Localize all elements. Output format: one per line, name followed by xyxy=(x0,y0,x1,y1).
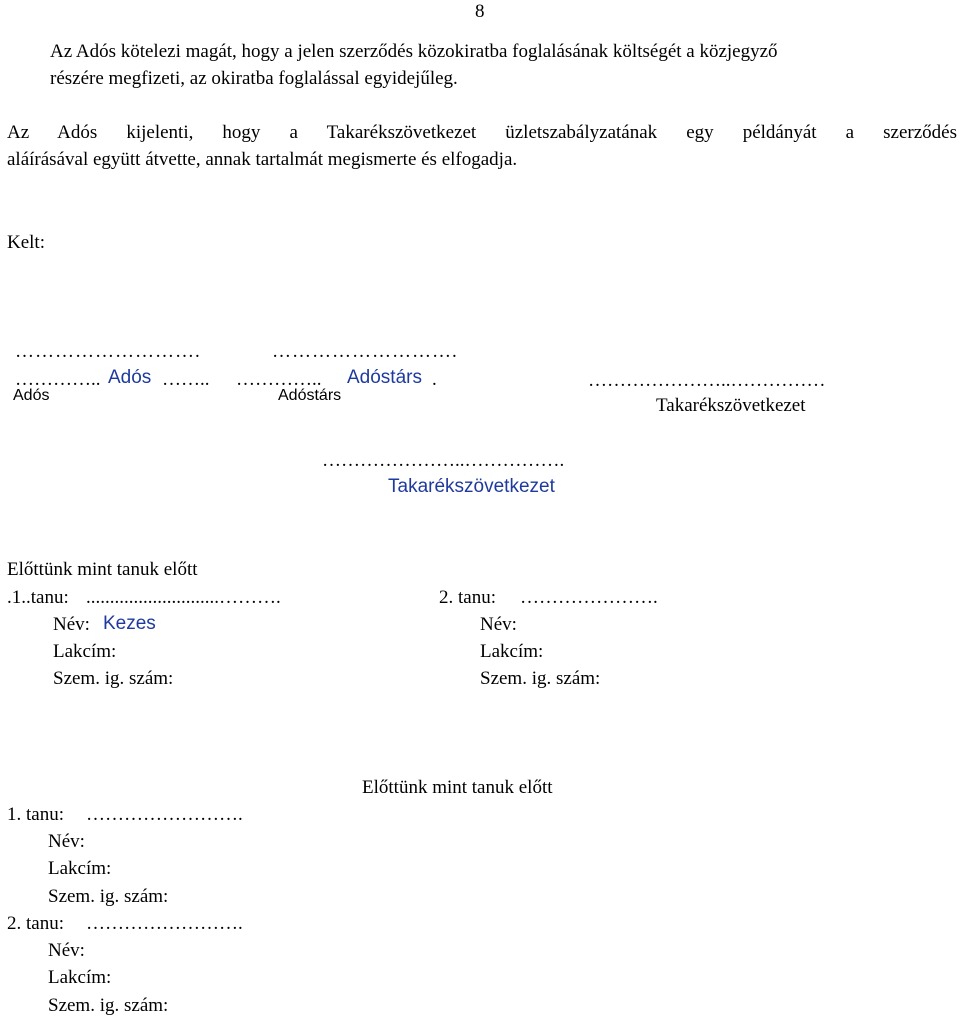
adós-dots-right: …….. xyxy=(162,369,210,390)
takarek-2-signature-line: …………………..……………. xyxy=(322,450,565,471)
adós-signature-line: ………………………. xyxy=(15,341,201,362)
witness-1-tanu-1-label: .1..tanu: xyxy=(7,587,69,608)
adós-signature-name: Adós xyxy=(108,367,152,388)
witness-1-tanu-2-id-label: Szem. ig. szám: xyxy=(480,668,601,689)
witness-1-tanu-2-name-label: Név: xyxy=(480,614,517,635)
witness-2-tanu-2-id-label: Szem. ig. szám: xyxy=(48,995,169,1016)
adóstárs-signature-name: Adóstárs xyxy=(347,367,422,388)
witness-2-tanu-1-name-label: Név: xyxy=(48,831,85,852)
paragraph-1-line-2: részére megfizeti, az okiratba foglalással egyidejűleg. xyxy=(50,68,458,89)
kelt-label: Kelt: xyxy=(7,232,45,253)
witness-1-tanu-1-address-label: Lakcím: xyxy=(53,641,117,662)
witness-2-tanu-2-label: 2. tanu: xyxy=(7,913,64,934)
witness-2-tanu-1-id-label: Szem. ig. szám: xyxy=(48,886,169,907)
paragraph-2-line-2: aláírásával együtt átvette, annak tartalmát megismerte és elfogadja. xyxy=(7,149,518,170)
adóstárs-dots-left: ………….. xyxy=(236,369,322,390)
witness-2-tanu-2-line: ……………………. xyxy=(86,913,243,934)
adóstárs-signature-line: ………………………. xyxy=(272,341,458,362)
takarek-1-signature-line: …………………..…………… xyxy=(588,370,826,391)
takarek-2-label: Takarékszövetkezet xyxy=(388,476,555,497)
adóstárs-dots-right: . xyxy=(432,369,437,390)
page-number: 8 xyxy=(475,1,485,22)
witness-2-tanu-2-name-label: Név: xyxy=(48,940,85,961)
witness-1-tanu-1-id-label: Szem. ig. szám: xyxy=(53,668,174,689)
witness-2-tanu-1-address-label: Lakcím: xyxy=(48,858,112,879)
witness-2-heading: Előttünk mint tanuk előtt xyxy=(362,777,553,798)
paragraph-1-line-1: Az Adós kötelezi magát, hogy a jelen szerződés közokiratba foglalásának költségét a közjegyző xyxy=(50,41,778,62)
adóstárs-caption: Adóstárs xyxy=(278,387,342,404)
witness-1-tanu-1-line: ............................………. xyxy=(86,587,281,608)
witness-2-tanu-1-label: 1. tanu: xyxy=(7,804,64,825)
witness-1-tanu-2-label: 2. tanu: xyxy=(439,587,496,608)
witness-1-tanu-2-line: …………………. xyxy=(520,587,658,608)
witness-1-tanu-1-name-value: Kezes xyxy=(103,613,156,634)
takarek-1-label: Takarékszövetkezet xyxy=(656,395,806,416)
adós-dots-left: ………….. xyxy=(15,369,101,390)
witness-1-tanu-1-name-label: Név: xyxy=(53,614,90,635)
witness-2-tanu-2-address-label: Lakcím: xyxy=(48,967,112,988)
witness-1-tanu-2-address-label: Lakcím: xyxy=(480,641,544,662)
witness-1-heading: Előttünk mint tanuk előtt xyxy=(7,559,198,580)
witness-2-tanu-1-line: ……………………. xyxy=(86,804,243,825)
adós-caption: Adós xyxy=(13,387,50,404)
paragraph-2-line-1: Az Adós kijelenti, hogy a Takarékszövetkezet üzletszabályzatának egy példányát a szerződés xyxy=(7,122,957,143)
